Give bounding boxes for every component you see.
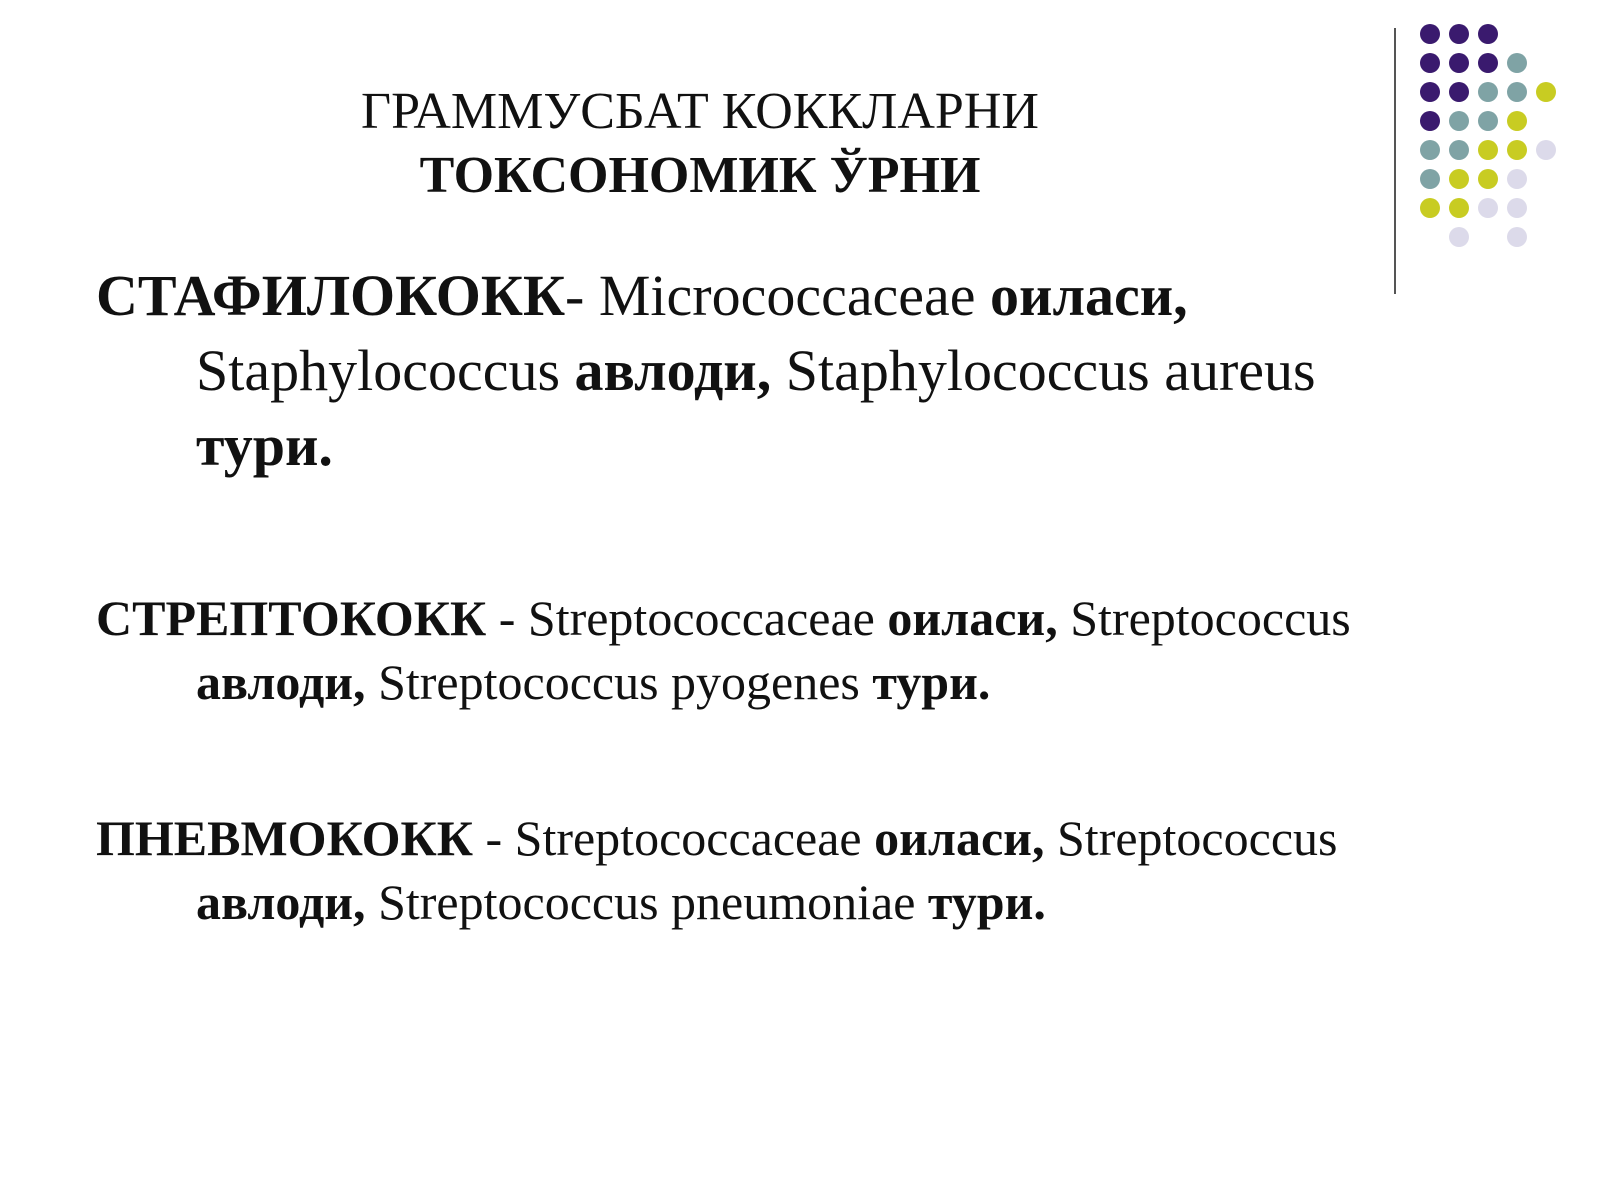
decorative-dot (1449, 198, 1469, 218)
family-word: оиласи, (887, 590, 1058, 646)
decorative-dot (1507, 169, 1527, 189)
decorative-dot (1536, 140, 1556, 160)
species-name: Streptococcus pyogenes (378, 654, 860, 710)
decorative-dot (1507, 53, 1527, 73)
decorative-dot (1478, 24, 1498, 44)
species-word: тури. (872, 654, 991, 710)
entry-line-3 (96, 408, 1456, 483)
entry-streptococcus (96, 586, 1456, 714)
entry-line-1 (96, 806, 1456, 870)
species-name: Staphylococcus aureus (785, 338, 1316, 403)
decorative-dot (1420, 140, 1440, 160)
entry-line-2 (96, 870, 1456, 934)
decorative-dot (1478, 53, 1498, 73)
family-name: Micrococcaceae (598, 263, 976, 328)
decorative-dot (1536, 82, 1556, 102)
vertical-divider (1394, 28, 1396, 294)
decorative-dot (1420, 24, 1440, 44)
decorative-dot (1420, 169, 1440, 189)
genus-word: авлоди, (196, 874, 366, 930)
decorative-dot (1478, 82, 1498, 102)
entry-line-1 (96, 586, 1456, 650)
genus-name: Staphylococcus (196, 338, 561, 403)
decorative-dot (1449, 111, 1469, 131)
decorative-dot (1449, 227, 1469, 247)
decorative-dot (1449, 140, 1469, 160)
species-word: тури. (927, 874, 1046, 930)
decorative-dot (1478, 198, 1498, 218)
entry-line-2 (96, 333, 1456, 408)
decorative-dot (1507, 198, 1527, 218)
species-word: тури. (196, 413, 333, 478)
title-line-1: ГРАММУСБАТ КОККЛАРНИ (361, 83, 1039, 140)
genus-name: Streptococcus (1070, 590, 1351, 646)
separator: - (472, 810, 515, 866)
species-name: Streptococcus pneumoniae (378, 874, 916, 930)
decorative-dot (1449, 24, 1469, 44)
decorative-dot (1449, 82, 1469, 102)
decorative-dot (1420, 82, 1440, 102)
organism-name: СТРЕПТОКОКК (96, 590, 487, 646)
family-word: оиласи, (874, 810, 1045, 866)
decorative-dot (1420, 53, 1440, 73)
separator: - (486, 590, 528, 646)
genus-word: авлоди, (574, 338, 772, 403)
decorative-dot (1507, 227, 1527, 247)
entry-line-1 (96, 258, 1456, 333)
separator: - (565, 263, 599, 328)
entry-pneumococcus (96, 806, 1456, 934)
genus-word: авлоди, (196, 654, 366, 710)
decorative-dot (1507, 111, 1527, 131)
organism-name: СТАФИЛОКОКК (96, 263, 566, 328)
decorative-dot (1478, 140, 1498, 160)
decorative-dot (1507, 82, 1527, 102)
decorative-dot-grid (1420, 24, 1600, 264)
decorative-dot (1449, 169, 1469, 189)
family-word: оиласи, (990, 263, 1188, 328)
decorative-dot (1478, 111, 1498, 131)
family-name: Streptococcaceae (527, 590, 875, 646)
decorative-dot (1449, 53, 1469, 73)
slide-title (200, 80, 1200, 208)
organism-name: ПНЕВМОКОКК (96, 810, 473, 866)
genus-name: Streptococcus (1057, 810, 1338, 866)
entry-staphylococcus (96, 258, 1456, 483)
family-name: Streptococcaceae (514, 810, 862, 866)
decorative-dot (1420, 111, 1440, 131)
decorative-dot (1507, 140, 1527, 160)
entry-line-2 (96, 650, 1456, 714)
decorative-dot (1478, 169, 1498, 189)
decorative-dot (1420, 198, 1440, 218)
title-line-2: ТОКСОНОМИК ЎРНИ (419, 147, 981, 204)
